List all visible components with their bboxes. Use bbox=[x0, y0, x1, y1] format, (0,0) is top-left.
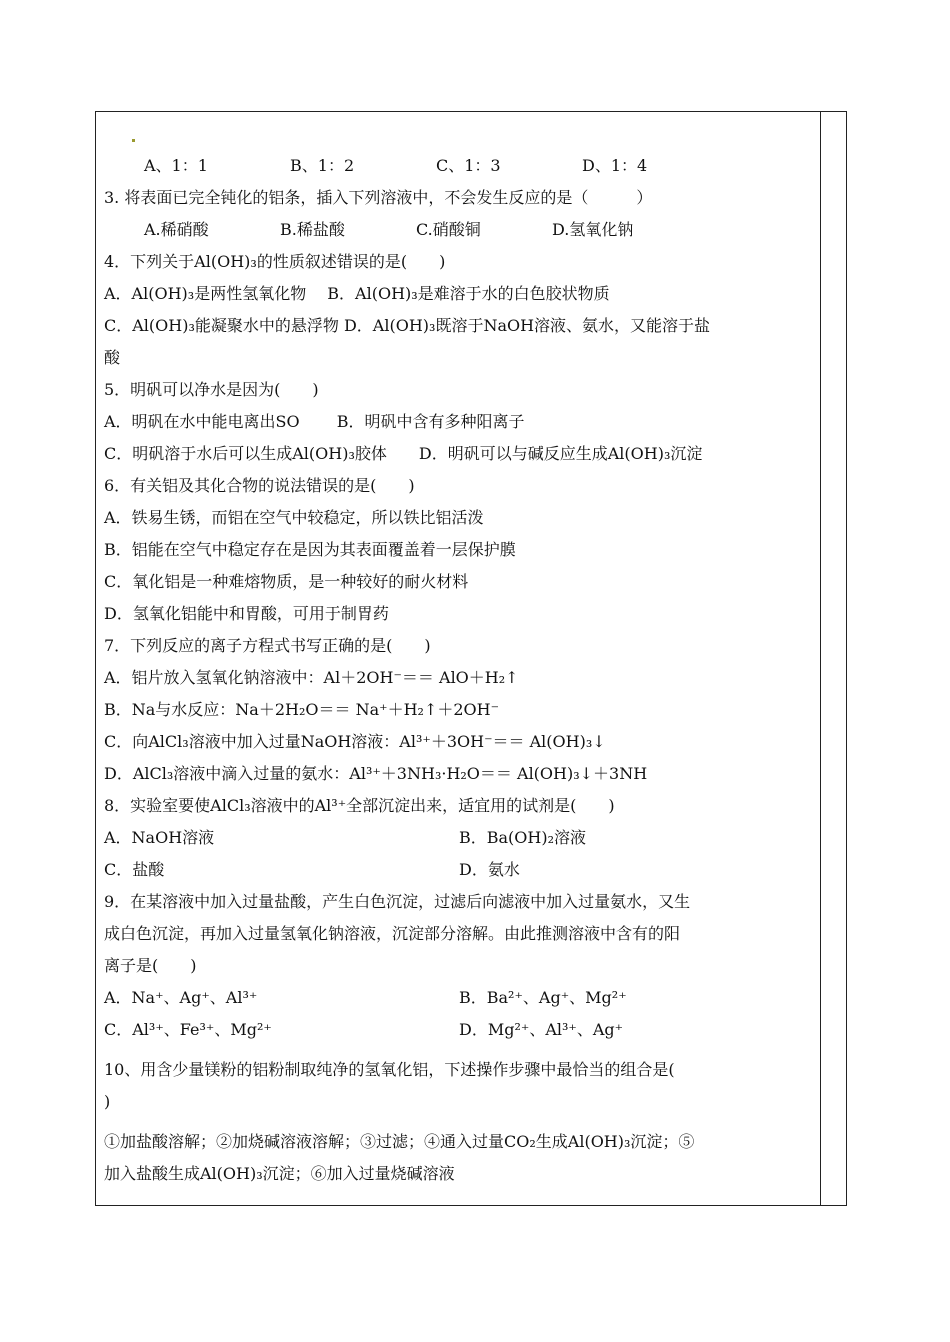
q7-stem: 7．下列反应的离子方程式书写正确的是( ) bbox=[104, 636, 431, 655]
q8-options-row-1 bbox=[104, 822, 814, 854]
q5-stem: 5．明矾可以净水是因为( ) bbox=[104, 380, 319, 399]
q5-line-1: A．明矾在水中能电离出SO B．明矾中含有多种阳离子 bbox=[104, 412, 525, 431]
q5-line-2: C．明矾溶于水后可以生成Al(OH)₃胶体 D．明矾可以与碱反应生成Al(OH)₃沉淀 bbox=[104, 444, 703, 463]
q10-line-1: 10、用含少量镁粉的铝粉制取纯净的氢氧化铝，下述操作步骤中最恰当的组合是( bbox=[104, 1060, 675, 1079]
q7-line-3: C．向AlCl₃溶液中加入过量NaOH溶液：Al³⁺＋3OH⁻＝＝ Al(OH)₃↓ bbox=[104, 732, 606, 751]
q6-line-4: D．氢氧化铝能中和胃酸，可用于制胃药 bbox=[104, 604, 389, 623]
q3-option-d: D.氢氧化钠 bbox=[552, 220, 634, 239]
q7-line-1: A．铝片放入氢氧化钠溶液中：Al＋2OH⁻＝＝ AlO＋H₂↑ bbox=[104, 668, 519, 687]
q8-options-row-2 bbox=[104, 854, 814, 886]
q7-line-4: D．AlCl₃溶液中滴入过量的氨水：Al³⁺＋3NH₃·H₂O＝＝ Al(OH)₃↓＋3NH bbox=[104, 764, 648, 783]
q9-option-d: D．Mg²⁺、Al³⁺、Ag⁺ bbox=[459, 1020, 624, 1039]
q8-option-b: B．Ba(OH)₂溶液 bbox=[459, 828, 587, 847]
q9-line-3: 离子是( ) bbox=[104, 956, 197, 975]
q4-stem: 4．下列关于Al(OH)₃的性质叙述错误的是( ) bbox=[104, 252, 446, 271]
q9-option-c: C．Al³⁺、Fe³⁺、Mg²⁺ bbox=[104, 1020, 272, 1039]
q10-line-3: ①加盐酸溶解；②加烧碱溶液溶解；③过滤；④通入过量CO₂生成Al(OH)₃沉淀；⑤ bbox=[104, 1132, 695, 1151]
q6-line-1: A．铁易生锈，而铝在空气中较稳定，所以铁比铝活泼 bbox=[104, 508, 484, 527]
q9-line-2: 成白色沉淀，再加入过量氢氧化钠溶液，沉淀部分溶解。由此推测溶液中含有的阳 bbox=[104, 924, 681, 943]
q9-options-row-2 bbox=[104, 1014, 814, 1046]
stray-mark bbox=[132, 139, 135, 142]
q2-option-a: A、1：1 bbox=[144, 156, 208, 175]
q3-stem: 3. 将表面已完全钝化的铝条，插入下列溶液中，不会发生反应的是（ ） bbox=[104, 188, 653, 207]
q10-line-4: 加入盐酸生成Al(OH)₃沉淀；⑥加入过量烧碱溶液 bbox=[104, 1164, 455, 1183]
q8-option-c: C．盐酸 bbox=[104, 860, 165, 879]
q2-option-b: B、1：2 bbox=[290, 156, 355, 175]
q6-line-3: C．氧化铝是一种难熔物质，是一种较好的耐火材料 bbox=[104, 572, 469, 591]
q9-options-row-1 bbox=[104, 982, 814, 1014]
q2-option-c: C、1：3 bbox=[436, 156, 501, 175]
q3-option-a: A.稀硝酸 bbox=[144, 220, 209, 239]
q3-options bbox=[104, 214, 814, 246]
q2-options bbox=[104, 150, 814, 182]
q9-option-a: A．Na⁺、Ag⁺、Al³⁺ bbox=[104, 988, 258, 1007]
q6-stem: 6．有关铝及其化合物的说法错误的是( ) bbox=[104, 476, 415, 495]
q8-option-d: D．氨水 bbox=[459, 860, 520, 879]
q8-option-a: A．NaOH溶液 bbox=[104, 828, 215, 847]
q4-line-3: 酸 bbox=[104, 348, 121, 367]
q7-line-2: B．Na与水反应：Na＋2H₂O＝＝ Na⁺＋H₂↑＋2OH⁻ bbox=[104, 700, 500, 719]
q3-option-c: C.硝酸铜 bbox=[416, 220, 481, 239]
column-divider bbox=[820, 111, 821, 1206]
worksheet-content bbox=[104, 150, 814, 1190]
q8-stem: 8．实验室要使AlCl₃溶液中的Al³⁺全部沉淀出来，适宜用的试剂是( ) bbox=[104, 796, 615, 815]
q3-option-b: B.稀盐酸 bbox=[280, 220, 345, 239]
q6-line-2: B．铝能在空气中稳定存在是因为其表面覆盖着一层保护膜 bbox=[104, 540, 516, 559]
q9-option-b: B．Ba²⁺、Ag⁺、Mg²⁺ bbox=[459, 988, 627, 1007]
q4-line-2: C．Al(OH)₃能凝聚水中的悬浮物 D．Al(OH)₃既溶于NaOH溶液、氨水，又能溶于盐 bbox=[104, 316, 711, 335]
q10-line-2: ) bbox=[104, 1092, 111, 1111]
q9-line-1: 9．在某溶液中加入过量盐酸，产生白色沉淀，过滤后向滤液中加入过量氨水，又生 bbox=[104, 892, 691, 911]
q4-line-1: A．Al(OH)₃是两性氢氧化物 B．Al(OH)₃是难溶于水的白色胶状物质 bbox=[104, 284, 610, 303]
q2-option-d: D、1：4 bbox=[582, 156, 648, 175]
